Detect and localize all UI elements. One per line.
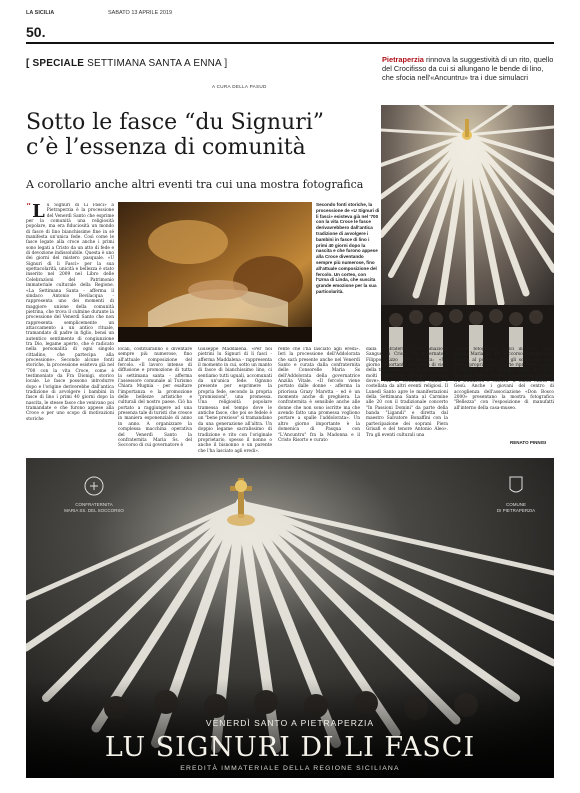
headline-line-1: Sotto le fasce “du Signuri” <box>26 110 324 135</box>
procession-night-photo <box>381 105 554 381</box>
header-rule <box>26 42 554 44</box>
author-signature: RENATO PINNISI <box>510 440 547 445</box>
top-bar <box>26 8 554 20</box>
article-column-5 <box>366 347 448 455</box>
column-6-text: mostra fotografica "Fasci in Luce" nella chiesa Maria Ss del Soccorso Karnaval già aperta, al pubblico con gli scatti che sono vere e proprie opere d'arte riprodotte, grazie a Antonio Caffo, Filippo Arena e Nicolò Speciale. Poi la mostra "Espressioni popolari tra tradizioni e cultura" a Santa Maria di Gesù. Anche i giovani del centro di accoglienza dell'associazione «Don Bosco 2000» presentano la mostra fotografica "Bellezza" con l'esposizione di manufatti all'interno della casa-museo. <box>454 347 554 411</box>
drop-cap: L <box>32 203 45 222</box>
poster-procession-photo <box>26 458 554 778</box>
right-logo-line-2: DI PIETRAPERZIA <box>496 508 536 513</box>
headline-line-2: c’è l’essenza di comunità <box>26 135 306 160</box>
statue-christ-photo <box>118 202 312 342</box>
photo-caption: Secondo fonti storiche, la processione de «U Signuri di li fasci» esisteva già nel '700 con la vita Croce le fasce derivavrebbero dall'antica tradizione di avvolgere i bambini in fasce di lino i primi 40 giorni dopo la nascita e che furono appese alla Croce diventando sempre più numerose, fino all'attuale composizione del fercolo. Un corteo, con l'Urna di Linda, che suscita grande emozione per la sua particolarità. <box>316 202 380 294</box>
article-kicker <box>382 55 557 83</box>
column-3-text: Giuseppe Maddalena. «Per noi pietrini lu Signuri di li fasci - afferma Maddalena - rappresenta il momento in cui, sotto un manto di fasce di bianchissimo lino, ci sentiamo tutti uguali, accomunati da un'unica fede. Ognuno presente per esprimere la propria fede, secondo la propria "promissioni", una promessa. Una religiosità popolare tramessa nel tempo dove le antiche fasce, che poi se fedele è un "bene prezioso" si tramandano da una generazione all'altra. Un doppio legame sacralissimo di tradizione e rito con l'originale proprietario, spesso il nonno o anche il bisnonno o un parente che l'ha lasciato agli eredi». <box>198 347 272 454</box>
poster-subtitle: EREDITÀ IMMATERIALE DELLA REGIONE SICILIANA <box>180 765 400 772</box>
kicker-place: Pietraperzia <box>382 55 424 64</box>
poster-kicker: VENERDÌ SANTO A PIETRAPERZIA <box>205 718 375 728</box>
column-1-text: u Signuri di Li Fasci» a Pietraperzia è la processione del Venerdì Santo che esprime per la comunità una religiosità popolare, ma era fiduciosità un mondo di fasce di lino bianchissime fine in sé manifesta un'unica fede. Così come le fasce legate alla croce anche i primi sono legati a Cristo da un atto di fede e di devozione indissolubile. Questa è uno dei giorni del mistero pasquale. «U Signuri di li Fasci» per la sua spettacolarità, unicità e bellezza è stato inserito nel 2009 nel Libro delle Celebrazioni del Patrimonio immateriale culturale della Regione. «La Settimana Santa - afferma il sindaco Antonio Bevilacqua - rappresenta uno dei momenti di maggiore unione della comunità pietrina, che trova il culmine durante la processione del Venerdì Santo che non rappresenta semplicemente un attaccamento a un antico rituale, tramandato di padre in figlio, bensì un autentico sentimento di congiunzione tra Dio, legame aperto, che è radicato nella personalità di ogni singolo cittadino, che partecipa alla processione». Secondo alcune fonti storiche, la processione esisteva già nel '700 con la vita Croce, come è testimoniato da Fra Dionigi, storico locale. Le fasce possono introdurre dopo e l'origine deriverebbe dall'antica tradizione di avvolgere i bambini in fasce di lino i primi 40 giorni dopo la nascita, le stesse fasce che venivano poi tramandate e che furono appese alla Croce e per uno scopo di motivazioni storiche <box>26 203 114 422</box>
byline: A CURA DELLA PASUD <box>212 84 267 89</box>
article-column-6 <box>454 347 554 437</box>
column-4-text: rente che l'ha lasciato agli eredi». Ieri la processione dell'Addolorata che sarà presente anche nel Venerdì Santo e curata dalla confraternita delle Consorelle Maria Ss dell'Addolorata della governatrice Anzilia Vitale. «Il fercolo viene portato dalle donne - afferma la priorissa Grazy Marotta - ed è un momento anche di preghiera. La confraternita è sensibile anche alle donne che non sono iscritte ma che avendo fatto una promessa vogliono portare a spalle l'addolorata». Un altro giorno importante è la domenica di Pasqua con "L'Ancuntru" fra la Madonna e il Cristo Risorto e curato <box>278 347 360 443</box>
event-poster <box>26 458 554 778</box>
column-5-text: dalla confraternita Proclamazione Sangue di Cristo del governatore Filippo Rizzo che rimarca: «Un giorno importante dal punto di vista della tradizione e con la presenza di moltì turisti che arrivano da ogni dove». Ma la Settimana Santa è costellata da altri eventi religiosi. Il Lunedì Santo apre le manifestazioni della Settimana Santa al Carmine alle 20 con il tradizionale concerto "In Passioni Domini" da parte della banda "Ligandi" e diretta dal maestro Salvatore Bonaffini con la partecipazione dei soprani Piera Grisafi e del tenore Antonio Aleo». Tra gli eventi culturali una <box>366 347 448 438</box>
section-tag-bold: [ SPECIALE <box>26 58 85 69</box>
kicker-text: rinnova la suggestività di un rito, quello del Crocifisso da cui si allungano le bende di lino, che sfocia nell'«Ancuntru» tra i due simulacri <box>382 55 554 83</box>
newspaper-name: LA SICILIA <box>26 10 55 16</box>
article-column-4 <box>278 347 360 455</box>
issue-date: SABATO 13 APRILE 2019 <box>108 10 173 16</box>
drop-quote: “ <box>26 203 32 213</box>
article-column-3 <box>198 347 272 455</box>
left-logo-line-2: MARIA SS. DEL SOCCORSO <box>64 508 124 513</box>
section-tag-rest: SETTIMANA SANTA A ENNA ] <box>87 58 228 69</box>
poster-cross-icon <box>235 480 247 492</box>
column-2-text: locali, costituiranno o diventare sempre più numerose, fino all'attuale composizione del fercolo. «Il lavoro intenso di diffusione e promozione di tutta la settimana santa - afferma l'assessore comunale al Turismo Chiara Mugnia - per esaltare l'importanza e la promozione delle bellezze artistiche e culturali del nostro paese. Ciò ha portato a raggiungere ad una presenza tale di turisti che cresce in maniera esponenziale di anno in anno. A organizzare la complessa macchina operativa del Venerdì Santo la confraternita Maria Ss. del Soccorso di cui governatore è <box>118 347 192 449</box>
right-logo-line-1: COMUNE <box>506 502 526 507</box>
subheadline: A corollario anche altri eventi tra cui una mostra fotografica <box>26 178 364 191</box>
poster-title: LU SIGNURI DI LI FASCI <box>104 732 476 763</box>
section-tag <box>26 58 227 69</box>
left-logo-line-1: CONFRATERNITA <box>75 502 113 507</box>
article-column-1 <box>26 203 114 456</box>
article-column-2 <box>118 347 192 455</box>
headline <box>26 110 336 160</box>
page-number: 50. <box>26 24 46 40</box>
